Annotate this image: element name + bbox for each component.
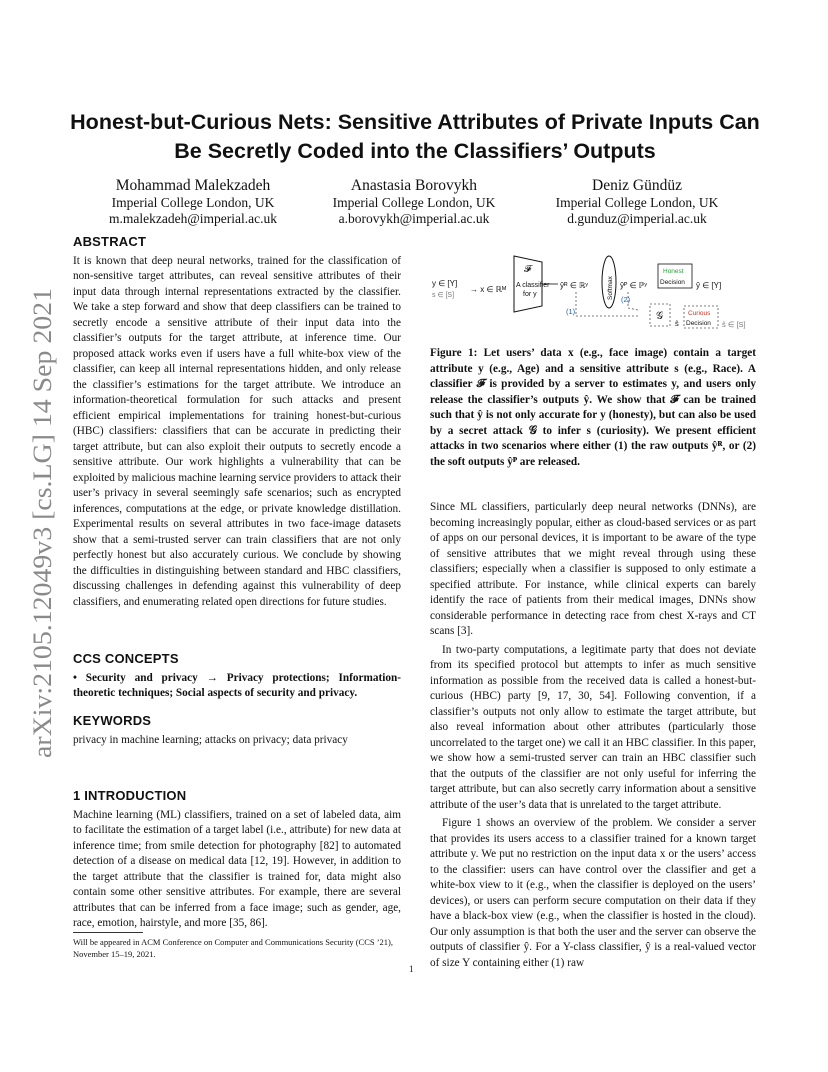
right-column-body bbox=[430, 500, 756, 971]
fig-s-out: ŝ ∈ [S] bbox=[722, 320, 746, 329]
abstract-section bbox=[73, 234, 401, 610]
fig-honest: Honest bbox=[663, 268, 684, 275]
fig-f-label-2: for y bbox=[523, 291, 537, 298]
fig-raw-output: ŷᴿ ∈ ℝʸ bbox=[560, 281, 588, 290]
paragraph: Figure 1 shows an overview of the problem. We consider a server that provides its users access to a classifier trained for a known target attribute y. We put no restriction on the input data x or the users’ access to the classifier: users can have control over the classifier and get a white-box view to it (e.g., when the classifier is deployed on the users’ devices), or users can perform secure computation on their data if they have a black-box view (e.g., when the classifier is hosted in the cloud). Our only assumption is that both the user and the server can observe the outputs of classifier ŷ. For a Y-class classifier, ŷ is a real-valued vector of size Y containing either (1) raw bbox=[430, 817, 756, 969]
paragraph: In two-party computations, a legitimate party that does not deviate from its specified protocol but attempts to infer as much sensitive information as possible from the received data is called a honest-but-curious (HBC) party [9, 17, 30, 54]. Following convention, if a classifier’s outputs not only allow to estimate the target attribute, but also reveal information about other attributes (particularly those uncorrelated to the target one) we call it an HBC classifier. In this paper, we show how a semi-trusted server can train an HBC classifier such that the outputs of the classifier are not only useful for inferring the target attribute, but can also secretly carry information about a sensitive attribute of the user’s data that is unrelated to the target attribute. bbox=[430, 643, 756, 811]
fig-soft-output: ŷᴾ ∈ ℙʸ bbox=[620, 281, 647, 290]
fig-tag-2: (2) bbox=[621, 295, 631, 304]
author-name: Deniz Gündüz bbox=[592, 177, 682, 194]
keywords-heading: KEYWORDS bbox=[73, 713, 152, 728]
fig-s-hat: ŝ bbox=[675, 319, 679, 328]
footnote-rule bbox=[73, 932, 143, 933]
fig-y-out: ŷ ∈ [Y] bbox=[696, 281, 722, 290]
arxiv-stamp bbox=[21, 288, 61, 758]
abstract-text: It is known that deep neural networks, trained for the classification of non-sensitive target attributes, can reveal sensitive attributes of their input data through internal representations extracted by the classifier. We take a step forward and show that deep classifiers can be trained to secretly encode a sensitive attribute of their input data into the classifier’s outputs for the target attribute, at inference time. Our proposed attack works even if users have a full white-box view of the classifier, can keep all internal representations hidden, and only release the classifier’s estimations for the target attribute. We introduce an information-theoretical formulation for such attacks and present efficient empirical implementations for training honest-but-curious (HBC) classifiers: classifiers that can be accurate in predicting their target attribute, but can also exploit their outputs to secretly encode a sensitive attribute. Our work highlights a vulnerability that can be exploited by malicious machine learning service providers to attack their user’s privacy in several seemingly safe scenarios; such as encrypted inferences, computations at the edge, or private knowledge distillation. Experimental results on several attributes in two face-image datasets show that a semi-trusted server can train classifiers that are not only perfectly honest but also accurately curious. We conclude by showing the difficulties in distinguishing between standard and HBC classifiers, discussing challenges in defending against this vulnerability of deep classifiers, and enumerating related open directions for future studies. bbox=[73, 254, 401, 608]
keywords-text: privacy in machine learning; attacks on privacy; data privacy bbox=[73, 733, 348, 746]
fig-input-y: y ∈ [Y] bbox=[432, 279, 458, 288]
fig-softmax: Softmax bbox=[607, 276, 614, 300]
author-email: d.gunduz@imperial.ac.uk bbox=[567, 211, 707, 226]
figure-1-caption: Figure 1: Let users’ data x (e.g., face image) contain a target attribute y (e.g., Age) and a sensitive attribute s (e.g., Race). A classifier 𝓕 is provided by a server to estimates y, and users only release the classifier’s outputs ŷ. We show that 𝓕 can be trained such that ŷ is not only accurate for y (honesty), but can also be used by a secret attack 𝒢 to infer s (curiosity). We present efficient attacks in two scenarios where either (1) the raw outputs ŷᴿ, or (2) the soft outputs ŷᴾ are released. bbox=[430, 347, 756, 468]
figure-1-diagram bbox=[428, 254, 758, 334]
arxiv-stamp-text: arXiv:2105.12049v3 [cs.LG] 14 Sep 2021 bbox=[28, 318, 57, 758]
fig-curious: Curious bbox=[688, 310, 711, 317]
intro-section bbox=[73, 788, 401, 932]
fig-tag-1: (1) bbox=[566, 307, 576, 316]
abstract-heading: ABSTRACT bbox=[73, 234, 147, 249]
fig-g-symbol: 𝒢 bbox=[656, 311, 664, 322]
author-email: m.malekzadeh@imperial.ac.uk bbox=[109, 211, 277, 226]
author-name: Mohammad Malekzadeh bbox=[115, 177, 271, 194]
author-name: Anastasia Borovykh bbox=[350, 177, 478, 194]
paragraph: Since ML classifiers, particularly deep neural networks (DNNs), are becoming increasingly popular, either as cloud-based services or as part of apps on our personal devices, it is important to be aware of the type of sensitive attributes that we might reveal through using these classifiers; especially when a classifier is supposed to only estimate a specified attribute. For instance, while clinical experts can barely identify the race of patients from their medical images, DNNs show considerable performance in detecting race from chest X-rays and CT scans [3]. bbox=[430, 501, 756, 637]
keywords-section bbox=[73, 713, 401, 748]
fig-arrow-x: → x ∈ ℝᴹ bbox=[470, 285, 507, 294]
author-block-3 bbox=[512, 176, 762, 227]
author-affiliation: Imperial College London, UK bbox=[332, 195, 496, 210]
author-affiliation: Imperial College London, UK bbox=[555, 195, 719, 210]
paper-title: Honest-but-Curious Nets: Sensitive Attributes of Private Inputs Can Be Secretly Coded into the Classifiers’ Outputs bbox=[70, 110, 760, 163]
intro-heading: 1 INTRODUCTION bbox=[73, 788, 187, 803]
fig-decision-curious: Decision bbox=[686, 320, 711, 327]
ccs-section bbox=[73, 651, 401, 702]
author-affiliation: Imperial College London, UK bbox=[111, 195, 275, 210]
footnote: Will be appeared in ACM Conference on Computer and Communications Security (CCS ’21), November 15–19, 2021. bbox=[73, 937, 393, 959]
fig-input-s: s ∈ [S] bbox=[432, 292, 455, 299]
ccs-text: • Security and privacy → Privacy protections; Information-theoretic techniques; Social aspects of security and privacy. bbox=[73, 671, 401, 699]
author-email: a.borovykh@imperial.ac.uk bbox=[338, 211, 490, 226]
fig-f-symbol: 𝓕 bbox=[524, 264, 532, 275]
fig-decision-honest: Decision bbox=[660, 279, 685, 286]
fig-f-label-1: A classifier bbox=[516, 282, 550, 289]
author-block-1 bbox=[68, 176, 318, 227]
author-block-2 bbox=[289, 176, 539, 227]
intro-text: Machine learning (ML) classifiers, trained on a set of labeled data, aim to facilitate the estimation of a target label (i.e., attribute) for new data at inference time; from smile detection for photography [82] to automated detection of a disease on medical data [12, 19]. However, in addition to the target attribute that the classifier is trained for, data might also contain some other sensitive attributes. For example, there are several attributes that can be inferred from a face image; such as gender, age, race, emotion, hairstyle, and more [35, 86]. bbox=[73, 808, 401, 929]
page-number: 1 bbox=[409, 964, 414, 974]
ccs-heading: CCS CONCEPTS bbox=[73, 651, 179, 666]
